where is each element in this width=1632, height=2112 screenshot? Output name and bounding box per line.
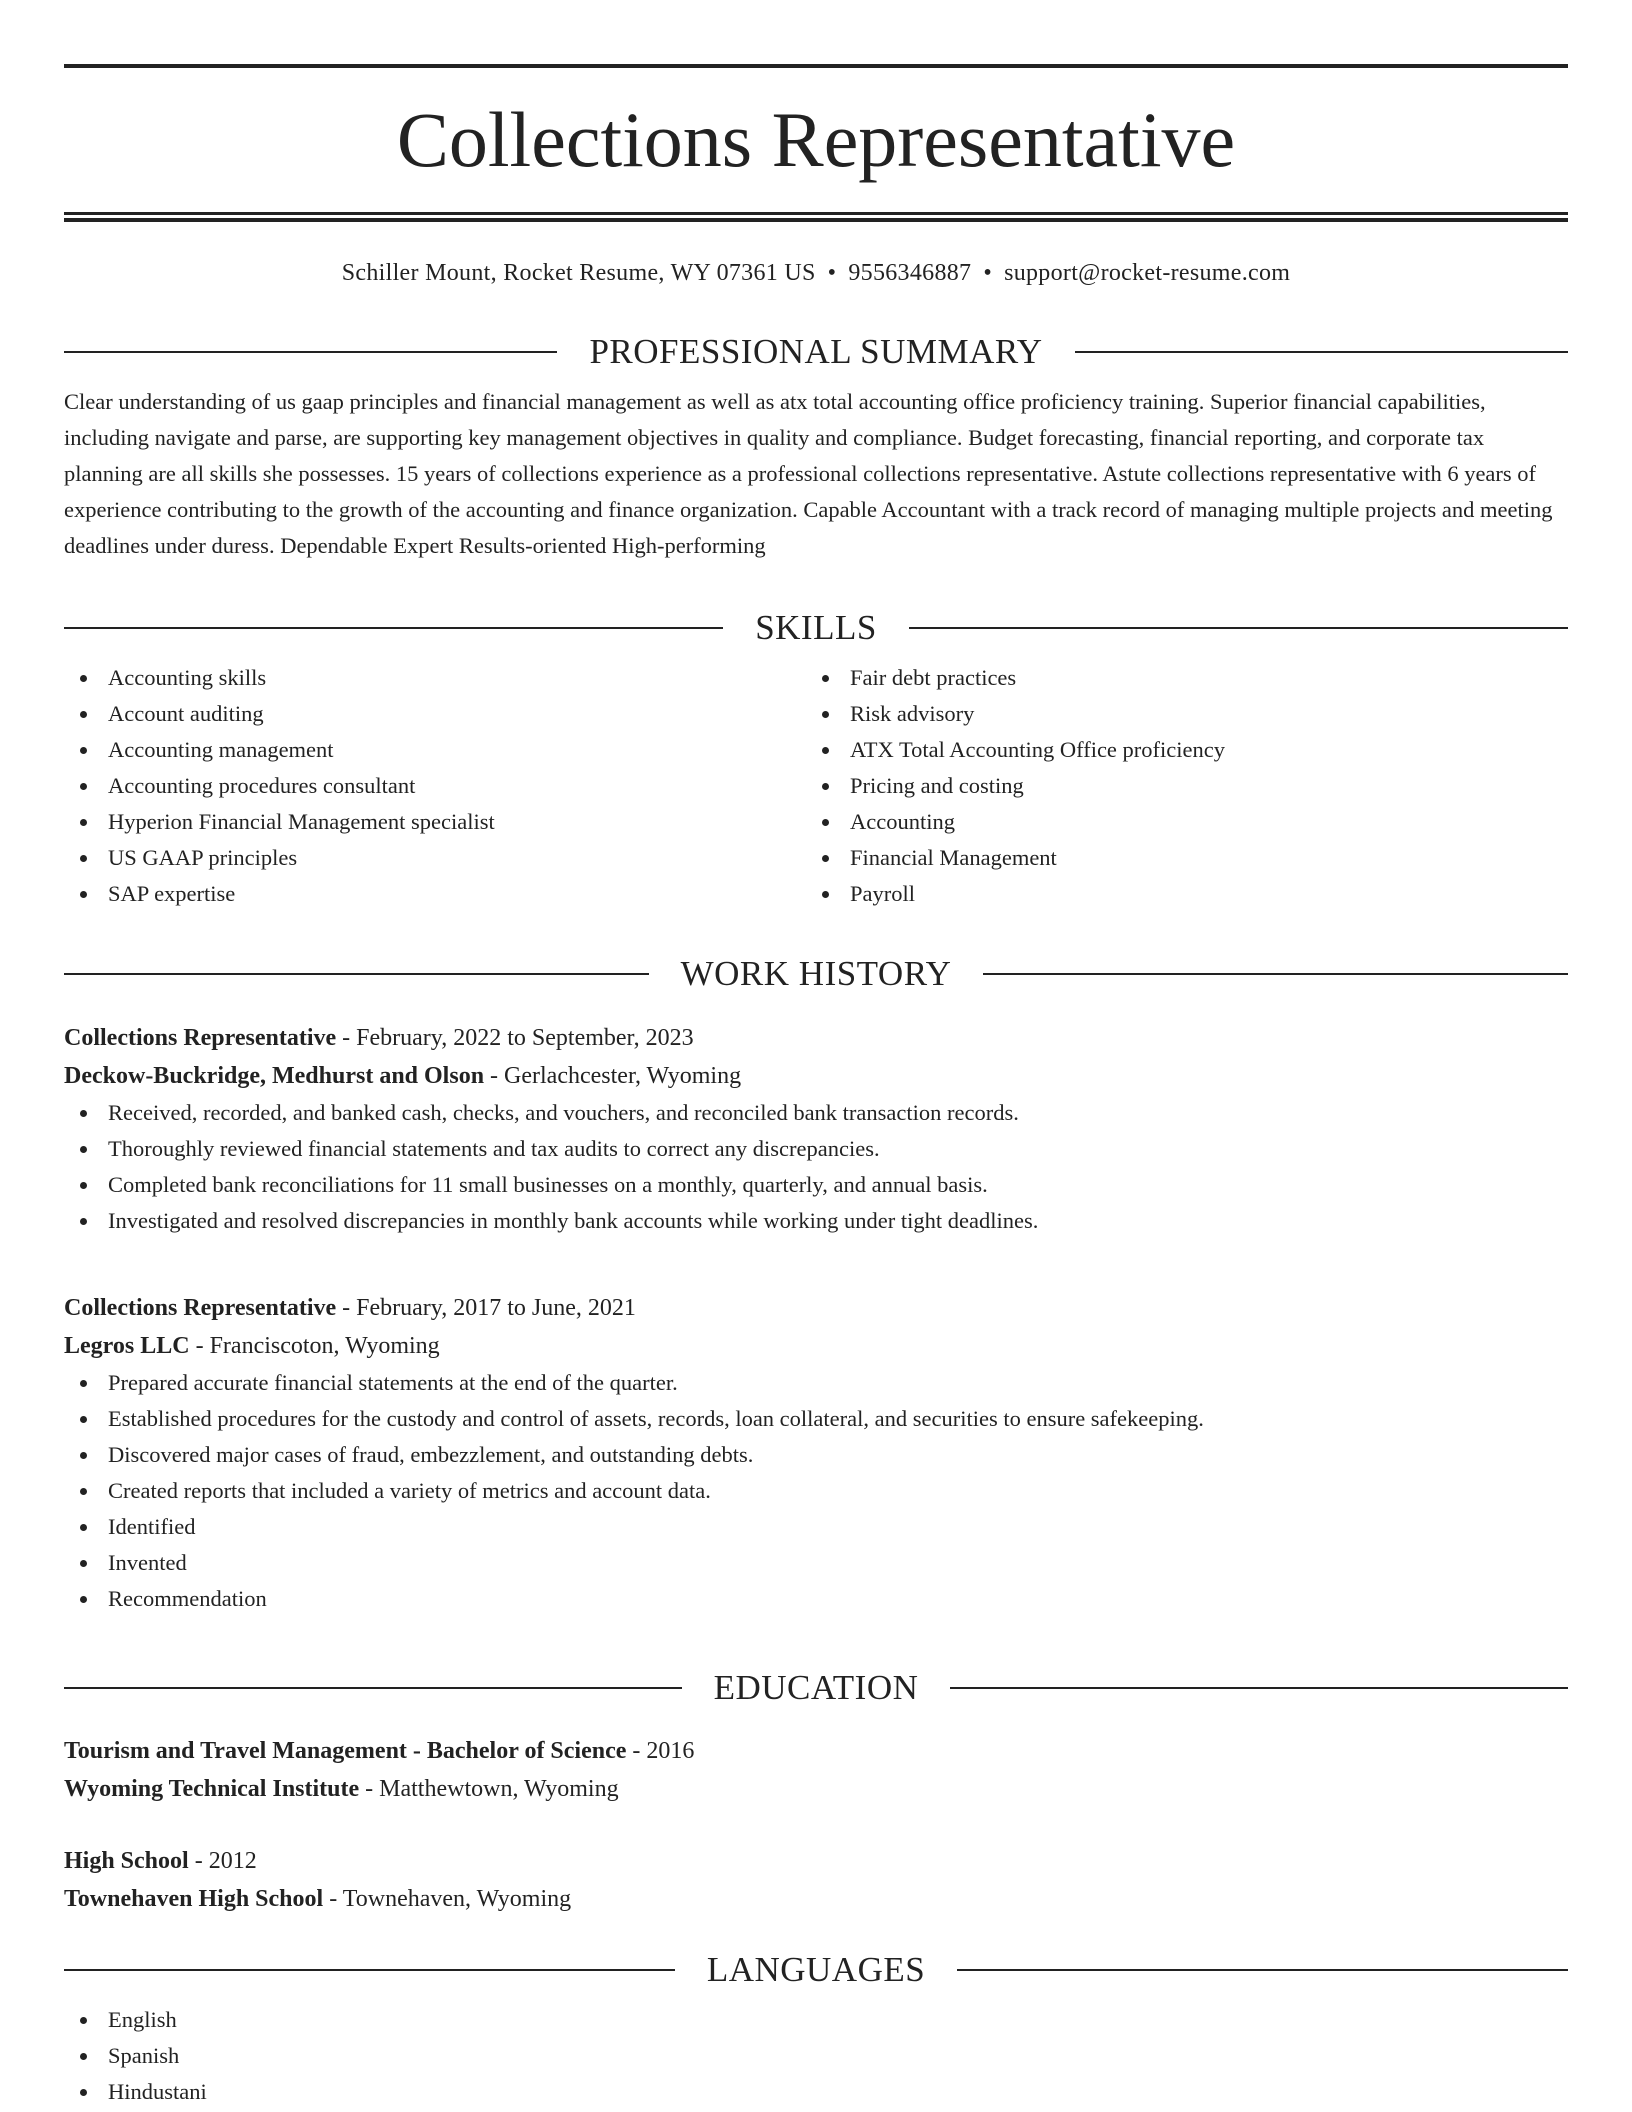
skill-item: Accounting procedures consultant xyxy=(64,768,806,804)
job-bullet: Prepared accurate financial statements at the end of the quarter. xyxy=(64,1365,1568,1401)
skill-item: Accounting management xyxy=(64,732,806,768)
education-degree: Tourism and Travel Management - Bachelor of Science xyxy=(64,1738,627,1764)
title-double-rule xyxy=(64,212,1568,222)
page-title: Collections Representative xyxy=(396,96,1236,183)
job-company: Legros LLC xyxy=(64,1333,190,1359)
section-title: LANGUAGES xyxy=(706,1950,926,1989)
heading-rule xyxy=(64,973,649,975)
job-location: - Franciscoton, Wyoming xyxy=(189,1333,440,1359)
education-school-line xyxy=(64,1880,1568,1918)
heading-rule xyxy=(64,627,723,629)
skills-list-left xyxy=(64,660,806,912)
heading-rule xyxy=(64,1969,675,1971)
job-entry xyxy=(64,1019,1568,1239)
education-location: - Matthewtown, Wyoming xyxy=(359,1776,619,1802)
contact-email[interactable]: support@rocket-resume.com xyxy=(1004,260,1291,286)
skills-grid xyxy=(64,660,1568,912)
language-item: Hindustani xyxy=(64,2074,1568,2110)
contact-address: Schiller Mount, Rocket Resume, WY 07361 US xyxy=(341,260,816,286)
contact-line xyxy=(64,258,1568,288)
skill-item: Accounting skills xyxy=(64,660,806,696)
section-title: SKILLS xyxy=(755,608,877,647)
contact-separator: • xyxy=(827,260,837,286)
job-company: Deckow-Buckridge, Medhurst and Olson xyxy=(64,1063,485,1089)
skill-item: Accounting xyxy=(806,804,1548,840)
skill-item: Risk advisory xyxy=(806,696,1548,732)
section-heading-summary xyxy=(64,332,1568,372)
job-bullet: Invented xyxy=(64,1545,1568,1581)
job-title-line xyxy=(64,1289,1568,1327)
job-dates: - February, 2017 to June, 2021 xyxy=(336,1295,636,1321)
job-bullet: Identified xyxy=(64,1509,1568,1545)
education-school: Wyoming Technical Institute xyxy=(64,1776,360,1802)
education-year: - 2016 xyxy=(626,1738,695,1764)
skill-item: Fair debt practices xyxy=(806,660,1548,696)
heading-rule xyxy=(950,1687,1568,1689)
section-title: EDUCATION xyxy=(713,1668,919,1707)
heading-rule xyxy=(64,351,557,353)
skill-item: SAP expertise xyxy=(64,876,806,912)
heading-rule xyxy=(957,1969,1568,1971)
skill-item: Pricing and costing xyxy=(806,768,1548,804)
contact-phone[interactable]: 9556346887 xyxy=(848,260,972,286)
job-title: Collections Representative xyxy=(64,1295,337,1321)
heading-rule xyxy=(909,627,1568,629)
job-bullet: Completed bank reconciliations for 11 small businesses on a monthly, quarterly, and annual basis. xyxy=(64,1167,1568,1203)
skill-item: Hyperion Financial Management specialist xyxy=(64,804,806,840)
skill-item: Financial Management xyxy=(806,840,1548,876)
summary-text: Clear understanding of us gaap principles and financial management as well as atx total accounting office proficiency training. Superior financial capabilities, including navigate and parse, are supporting key management objectives in quality and compliance. Budget forecasting, financial reporting, and corporate tax planning are all skills she possesses. 15 years of collections experience as a professional collections representative. Astute collections representative with 6 years of experience contributing to the growth of the accounting and finance organization. Capable Accountant with a track record of managing multiple projects and meeting deadlines under duress. Dependable Expert Results-oriented High-performing xyxy=(64,389,1553,558)
job-location: - Gerlachcester, Wyoming xyxy=(484,1063,742,1089)
education-location: - Townehaven, Wyoming xyxy=(323,1886,572,1912)
education-school-line xyxy=(64,1770,1568,1808)
heading-rule xyxy=(983,973,1568,975)
job-title-line xyxy=(64,1019,1568,1057)
section-heading-education xyxy=(64,1668,1568,1708)
contact-separator: • xyxy=(983,260,993,286)
job-bullets xyxy=(64,1095,1568,1239)
section-heading-skills xyxy=(64,608,1568,648)
heading-rule xyxy=(1075,351,1568,353)
job-entry xyxy=(64,1289,1568,1617)
education-entry xyxy=(64,1732,1568,1808)
education-section xyxy=(64,1668,1568,1708)
job-bullet: Received, recorded, and banked cash, checks, and vouchers, and reconciled bank transaction records. xyxy=(64,1095,1568,1131)
skill-item: Payroll xyxy=(806,876,1548,912)
education-degree-line xyxy=(64,1842,1568,1880)
languages-section xyxy=(64,1950,1568,2110)
job-title: Collections Representative xyxy=(64,1025,337,1051)
section-heading-work xyxy=(64,954,1568,994)
skills-section xyxy=(64,608,1568,912)
job-bullet: Thoroughly reviewed financial statements and tax audits to correct any discrepancies. xyxy=(64,1131,1568,1167)
section-title: WORK HISTORY xyxy=(680,954,952,993)
work-history-section xyxy=(64,954,1568,994)
skills-list-right xyxy=(806,660,1548,912)
top-rule xyxy=(64,64,1568,68)
language-item: Spanish xyxy=(64,2038,1568,2074)
job-company-line xyxy=(64,1327,1568,1365)
heading-rule xyxy=(64,1687,682,1689)
skill-item: US GAAP principles xyxy=(64,840,806,876)
job-bullets xyxy=(64,1365,1568,1617)
education-degree-line xyxy=(64,1732,1568,1770)
education-entry xyxy=(64,1842,1568,1918)
job-bullet: Investigated and resolved discrepancies in monthly bank accounts while working under tight deadlines. xyxy=(64,1203,1568,1239)
skill-item: Account auditing xyxy=(64,696,806,732)
languages-list xyxy=(64,2002,1568,2110)
section-heading-languages xyxy=(64,1950,1568,1990)
section-title: PROFESSIONAL SUMMARY xyxy=(589,332,1043,371)
job-bullet: Established procedures for the custody and control of assets, records, loan collateral, and securities to ensure safekeeping. xyxy=(64,1401,1568,1437)
skill-item: ATX Total Accounting Office proficiency xyxy=(806,732,1548,768)
education-year: - 2012 xyxy=(188,1848,257,1874)
summary-section xyxy=(64,332,1568,564)
job-company-line xyxy=(64,1057,1568,1095)
header xyxy=(64,64,1568,288)
job-bullet: Recommendation xyxy=(64,1581,1568,1617)
job-bullet: Created reports that included a variety of metrics and account data. xyxy=(64,1473,1568,1509)
job-dates: - February, 2022 to September, 2023 xyxy=(336,1025,694,1051)
language-item: English xyxy=(64,2002,1568,2038)
job-bullet: Discovered major cases of fraud, embezzlement, and outstanding debts. xyxy=(64,1437,1568,1473)
education-degree: High School xyxy=(64,1848,189,1874)
education-school: Townehaven High School xyxy=(64,1886,324,1912)
